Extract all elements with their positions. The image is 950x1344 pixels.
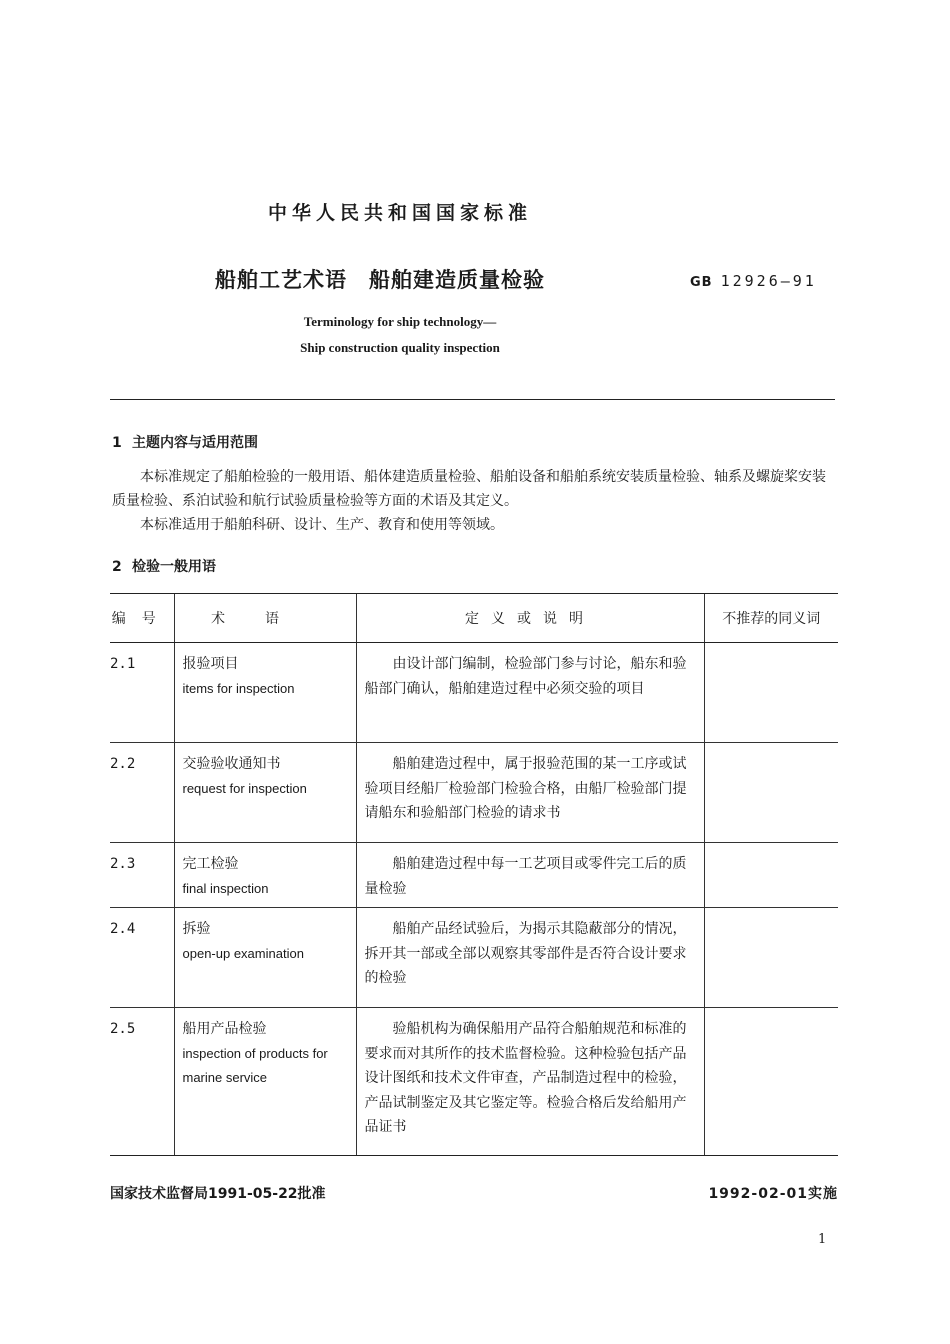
section-1-body: [112, 465, 837, 537]
section-1-paragraph-1: 本标准规定了船舶检验的一般用语、船体建造质量检验、船舶设备和船舶系统安装质量检验、轴系及螺旋桨安装质量检验、系泊试验和航行试验质量检验等方面的术语及其定义。: [112, 469, 826, 509]
header-number: 编号: [110, 594, 174, 643]
section-2-heading: [112, 556, 216, 576]
term-en: inspection of products for marine service: [182, 1045, 328, 1085]
row-synonym: [704, 908, 838, 1008]
section-2-title: 检验一般用语: [132, 559, 216, 575]
row-term: [174, 843, 356, 908]
document-title-cn: 船舶工艺术语 船舶建造质量检验: [215, 268, 545, 292]
page-number: 1: [818, 1232, 827, 1247]
row-synonym: [704, 743, 838, 843]
row-definition: 验船机构为确保船用产品符合船舶规范和标准的要求而对其所作的技术监督检验。这种检验包括产品设计图纸和技术文件审查，产品制造过程中的检验，产品试制鉴定及其它鉴定等。检验合格后发给船用产品证书: [356, 1008, 704, 1156]
section-1-heading: [112, 432, 258, 452]
table-row: [110, 743, 838, 843]
section-1-title: 主题内容与适用范围: [132, 435, 258, 451]
table-row: [110, 1008, 838, 1156]
row-number: 2.2: [110, 743, 174, 843]
approval-date: 国家技术监督局1991-05-22批准: [110, 1186, 326, 1202]
row-term: [174, 643, 356, 743]
table-row: [110, 643, 838, 743]
row-definition: 由设计部门编制，检验部门参与讨论，船东和验船部门确认，船舶建造过程中必须交验的项目: [356, 643, 704, 743]
header-definition: 定义或说明: [356, 594, 704, 643]
row-term: [174, 908, 356, 1008]
header-divider: [110, 399, 835, 400]
section-2-number: 2: [112, 559, 122, 575]
row-number: 2.3: [110, 843, 174, 908]
row-number: 2.4: [110, 908, 174, 1008]
term-cn: 报验项目: [182, 656, 239, 672]
term-en: items for inspection: [182, 680, 295, 696]
term-cn: 完工检验: [182, 856, 239, 872]
row-term: [174, 743, 356, 843]
table-row: [110, 843, 838, 908]
term-cn: 交验验收通知书: [182, 756, 281, 772]
row-synonym: [704, 843, 838, 908]
header-term: 术语: [174, 594, 356, 643]
term-cn: 船用产品检验: [182, 1021, 267, 1037]
term-cn: 拆验: [182, 921, 211, 937]
national-standard-title: 中华人民共和国国家标准: [267, 202, 532, 224]
row-synonym: [704, 1008, 838, 1156]
row-definition: 船舶建造过程中每一工艺项目或零件完工后的质量检验: [356, 843, 704, 908]
row-term: [174, 1008, 356, 1156]
header-synonym: 不推荐的同义词: [704, 594, 838, 643]
document-title-en-line2: Ship construction quality inspection: [300, 340, 500, 355]
standard-code: [690, 272, 817, 290]
row-definition: 船舶建造过程中，属于报验范围的某一工序或试验项目经船厂检验部门检验合格，由船厂检验部门提请船东和验船部门检验的请求书: [356, 743, 704, 843]
gb-prefix: GB: [690, 275, 713, 290]
table-row: [110, 908, 838, 1008]
section-1-paragraph-2: 本标准适用于船舶科研、设计、生产、教育和使用等领域。: [140, 517, 504, 533]
row-definition: 船舶产品经试验后，为揭示其隐蔽部分的情况，拆开其一部或全部以观察其零部件是否符合设计要求的检验: [356, 908, 704, 1008]
gb-number: 12926—91: [720, 272, 817, 290]
row-synonym: [704, 643, 838, 743]
implementation-date: 1992-02-01实施: [708, 1186, 838, 1202]
term-en: request for inspection: [182, 780, 307, 796]
terms-table: [110, 593, 838, 1156]
term-en: open-up examination: [182, 945, 304, 961]
table-header-row: [110, 594, 838, 643]
term-en: final inspection: [182, 880, 269, 896]
row-number: 2.5: [110, 1008, 174, 1156]
row-number: 2.1: [110, 643, 174, 743]
section-1-number: 1: [112, 435, 122, 451]
document-title-en-line1: Terminology for ship technology—: [303, 314, 497, 329]
